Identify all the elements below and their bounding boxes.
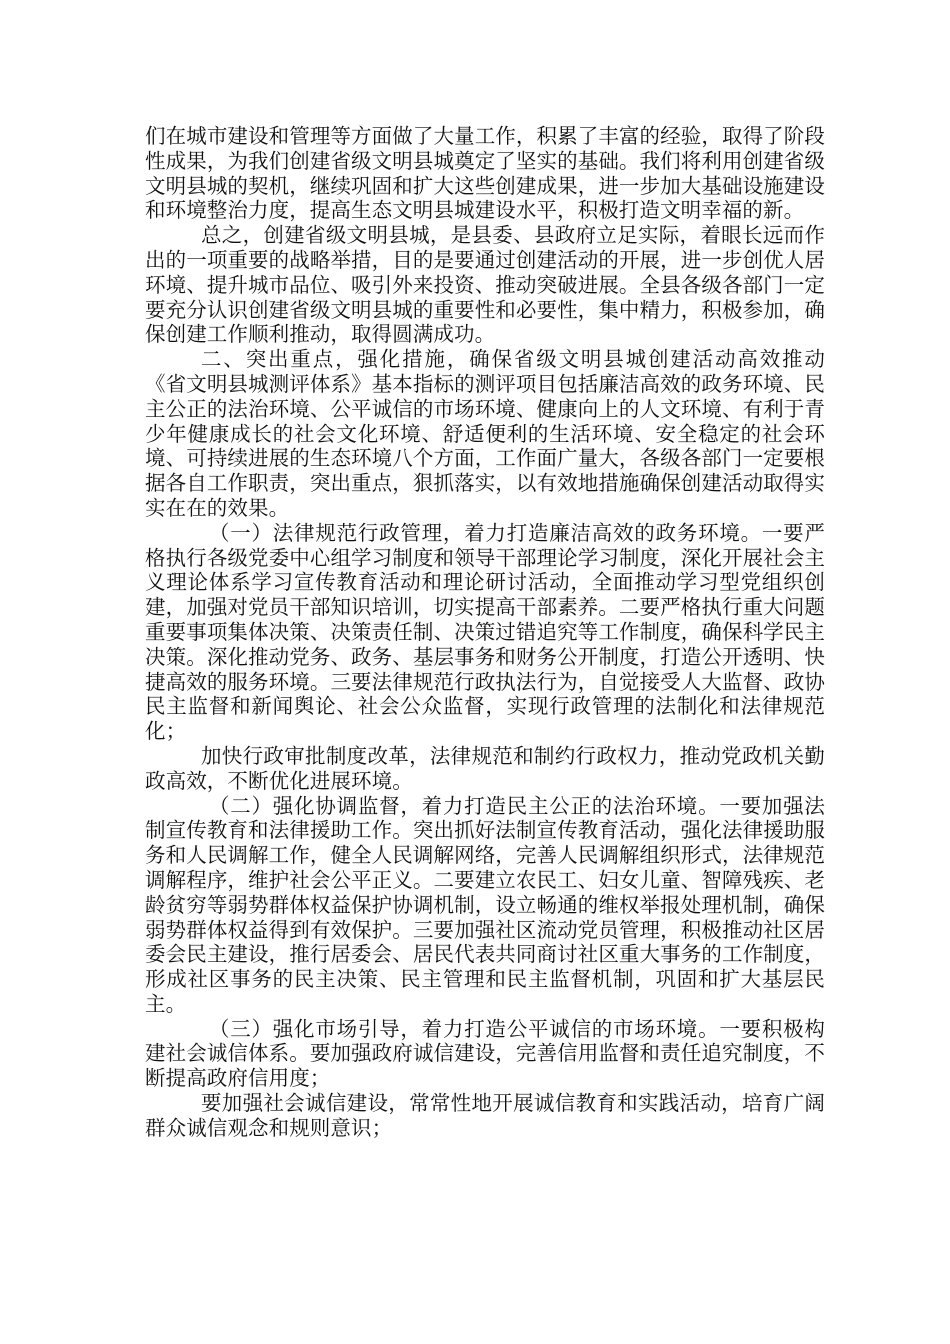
paragraph-summary: 总之，创建省级文明县城，是县委、县政府立足实际，着眼长远而作出的一项重要的战略举措，目的是要通过创建活动的开展，进一步创优人居环境、提升城市品位、吸引外来投资、推动突破进展。全县各级各部门一定要充分认识创建省级文明县城的重要性和必要性，集中精力，积极参加，确保创建工作顺利推动，取得圆满成功。 (145, 223, 825, 347)
paragraph-item-two: （二）强化协调监督，着力打造民主公正的法治环境。一要加强法制宣传教育和法律援助工作。突出抓好法制宣传教育活动，强化法律援助服务和人民调解工作，健全人民调解网络，完善人民调解组织形式，法律规范调解程序，维护社会公平正义。二要建立农民工、妇女儿童、智障残疾、老龄贫穷等弱势群体权益保护协调机制，设立畅通的维权举报处理机制，确保弱势群体权益得到有效保护。三要加强社区流动党员管理，积极推动社区居委会民主建设，推行居委会、居民代表共同商讨社区重大事务的工作制度，形成社区事务的民主决策、民主管理和民主监督机制，巩固和扩大基层民主。 (145, 793, 825, 1016)
paragraph-item-one-continued: 加快行政审批制度改革，法律规范和制约行政权力，推动党政机关勤政高效，不断优化进展环境。 (145, 743, 825, 793)
paragraph-continuation: 们在城市建设和管理等方面做了大量工作，积累了丰富的经验，取得了阶段性成果，为我们创建省级文明县城奠定了坚实的基础。我们将利用创建省级文明县城的契机，继续巩固和扩大这些创建成果，进一步加大基础设施建设和环境整治力度，提高生态文明县城建设水平，积极打造文明幸福的新。 (145, 124, 825, 223)
paragraph-item-one: （一）法律规范行政管理，着力打造廉洁高效的政务环境。一要严格执行各级党委中心组学习制度和领导干部理论学习制度，深化开展社会主义理论体系学习宣传教育活动和理论研讨活动，全面推动学习型党组织创建，加强对党员干部知识培训，切实提高干部素养。二要严格执行重大问题重要事项集体决策、决策责任制、决策过错追究等工作制度，确保科学民主决策。深化推动党务、政务、基层事务和财务公开制度，打造公开透明、快捷高效的服务环境。三要法律规范行政执法行为，自觉接受人大监督、政协民主监督和新闻舆论、社会公众监督，实现行政管理的法制化和法律规范化； (145, 520, 825, 744)
paragraph-item-three-continued: 要加强社会诚信建设，常常性地开展诚信教育和实践活动，培育广阔群众诚信观念和规则意识； (145, 1091, 825, 1140)
section-heading-two: 二、突出重点，强化措施，确保省级文明县城创建活动高效推动 《省文明县城测评体系》基本指标的测评项目包括廉洁高效的政务环境、民主公正的法治环境、公平诚信的市场环境、健康向上的人文环境、有利于青少年健康成长的社会文化环境、舒适便利的生活环境、安全稳定的社会环境、可持续进展的生态环境八个方面，工作面广量大，各级各部门一定要根据各自工作职责，突出重点，狠抓落实，以有效地措施确保创建活动取得实实在在的效果。 (145, 347, 825, 520)
document-body (145, 124, 825, 1141)
paragraph-item-three: （三）强化市场引导，着力打造公平诚信的市场环境。一要积极构建社会诚信体系。要加强政府诚信建设，完善信用监督和责任追究制度，不断提高政府信用度； (145, 1016, 825, 1091)
